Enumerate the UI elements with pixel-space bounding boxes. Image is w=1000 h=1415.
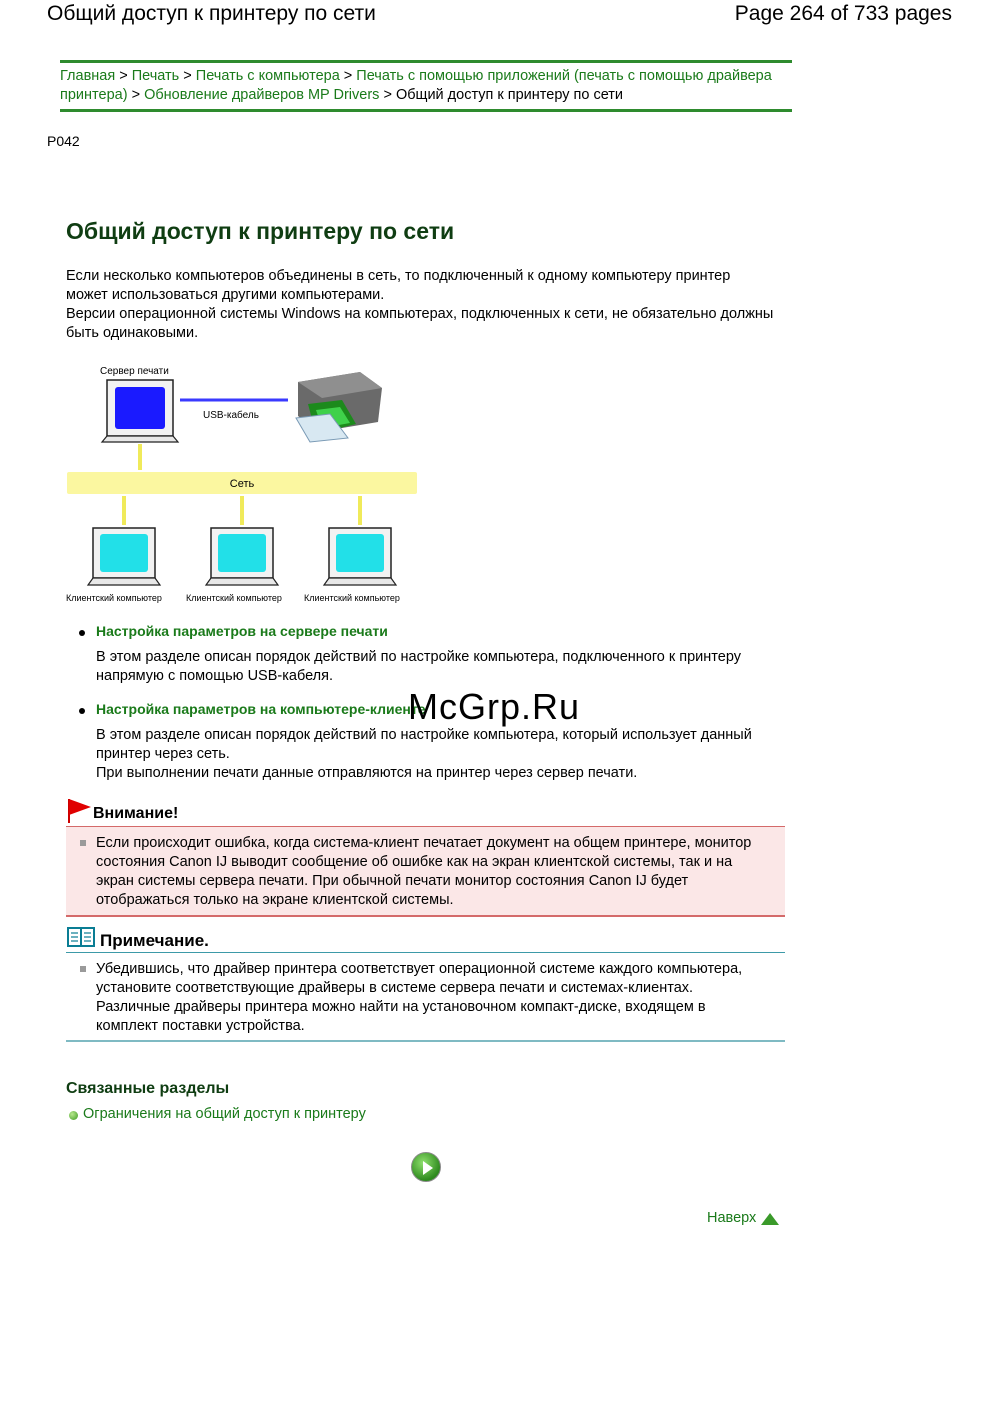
server-label: Сервер печати bbox=[100, 366, 169, 377]
breadcrumb-print[interactable]: Печать bbox=[131, 68, 180, 84]
green-bullet-icon bbox=[69, 1111, 78, 1120]
note-bottom-rule bbox=[66, 1040, 785, 1042]
watermark-text: McGrp.Ru bbox=[408, 686, 581, 727]
page-counter: Page 264 of 733 pages bbox=[734, 2, 952, 25]
bullet-marker bbox=[79, 630, 85, 636]
intro-paragraph-1: Если несколько компьютеров объединены в сеть, то подключенный к одному компьютеру принтер может использоваться другими компьютерами. bbox=[66, 268, 731, 303]
next-page-icon[interactable] bbox=[411, 1152, 441, 1182]
note-heading: Примечание. bbox=[100, 931, 209, 950]
breadcrumb-print-from-computer[interactable]: Печать с компьютера bbox=[195, 68, 340, 84]
breadcrumb-home[interactable]: Главная bbox=[60, 68, 116, 84]
usb-cable-label: USB-кабель bbox=[203, 410, 259, 421]
client-label-1: Клиентский компьютер bbox=[66, 593, 162, 603]
client-setup-description-2: При выполнении печати данные отправляются на принтер через сервер печати. bbox=[96, 765, 638, 781]
server-setup-link[interactable]: Настройка параметров на сервере печати bbox=[96, 623, 388, 639]
related-link-sharing-limits[interactable]: Ограничения на общий доступ к принтеру bbox=[83, 1106, 366, 1122]
caution-text: Если происходит ошибка, когда система-клиент печатает документ на общем принтере, монитор состояния Canon IJ выводит сообщение об ошибке как на экран клиентской системы, так и на экран системы сервера печати. При обычной печати монитор состояния Canon IJ будет отображаться только на экране клиентской системы. bbox=[96, 835, 752, 908]
bullet-marker bbox=[79, 708, 85, 714]
breadcrumb-update-drivers[interactable]: Обновление драйверов MP Drivers bbox=[144, 87, 380, 103]
breadcrumb-separator: > bbox=[343, 68, 353, 84]
client-computer-1 bbox=[88, 528, 160, 585]
document-title: Общий доступ к принтеру по сети bbox=[47, 2, 376, 25]
client-label-3: Клиентский компьютер bbox=[304, 593, 400, 603]
caution-heading: Внимание! bbox=[93, 805, 179, 822]
book-icon bbox=[66, 926, 96, 948]
breadcrumb bbox=[60, 67, 780, 105]
client-setup-link[interactable]: Настройка параметров на компьютере-клиенте bbox=[96, 701, 426, 717]
list-square-marker bbox=[80, 840, 86, 846]
breadcrumb-separator: > bbox=[131, 87, 141, 103]
note-text: Убедившись, что драйвер принтера соответствует операционной системе каждого компьютера, установите соответствующие драйверы в системе сервера печати и системах-клиентах. Различные драйверы принтера можно найти на установочном компакт-диске, входящем в комплект поставки устройства. bbox=[96, 961, 743, 1034]
related-heading: Связанные разделы bbox=[66, 1080, 230, 1097]
client-label-2: Клиентский компьютер bbox=[186, 593, 282, 603]
breadcrumb-bottom-rule bbox=[60, 109, 792, 112]
client-setup-description: В этом разделе описан порядок действий по настройке компьютера, который использует данный принтер через сеть. bbox=[96, 727, 752, 762]
page-code: P042 bbox=[47, 133, 80, 149]
list-square-marker bbox=[80, 966, 86, 972]
breadcrumb-top-rule bbox=[60, 60, 792, 63]
breadcrumb-separator: > bbox=[183, 68, 192, 84]
network-diagram bbox=[60, 360, 430, 610]
back-to-top-link[interactable]: Наверх bbox=[707, 1210, 757, 1226]
breadcrumb-separator: > bbox=[119, 68, 128, 84]
red-flag-icon bbox=[66, 797, 92, 823]
up-arrow-icon[interactable] bbox=[761, 1213, 779, 1225]
printer-icon bbox=[296, 372, 382, 442]
breadcrumb-print-from-apps[interactable]: Печать с помощью приложений (печать с помощью драйвера принтера) bbox=[60, 68, 772, 103]
server-setup-description: В этом разделе описан порядок действий по настройке компьютера, подключенного к принтеру напрямую с помощью USB-кабеля. bbox=[96, 649, 741, 684]
client-computer-2 bbox=[206, 528, 278, 585]
breadcrumb-separator: > bbox=[383, 87, 392, 103]
server-screen bbox=[115, 387, 165, 429]
breadcrumb-current: Общий доступ к принтеру по сети bbox=[395, 87, 624, 103]
network-label: Сеть bbox=[229, 478, 255, 490]
page-title: Общий доступ к принтеру по сети bbox=[66, 218, 455, 244]
note-top-rule bbox=[66, 952, 785, 953]
intro-paragraph-2: Версии операционной системы Windows на компьютерах, подключенных к сети, не обязательно должны быть одинаковыми. bbox=[66, 306, 774, 341]
client-computer-3 bbox=[324, 528, 396, 585]
